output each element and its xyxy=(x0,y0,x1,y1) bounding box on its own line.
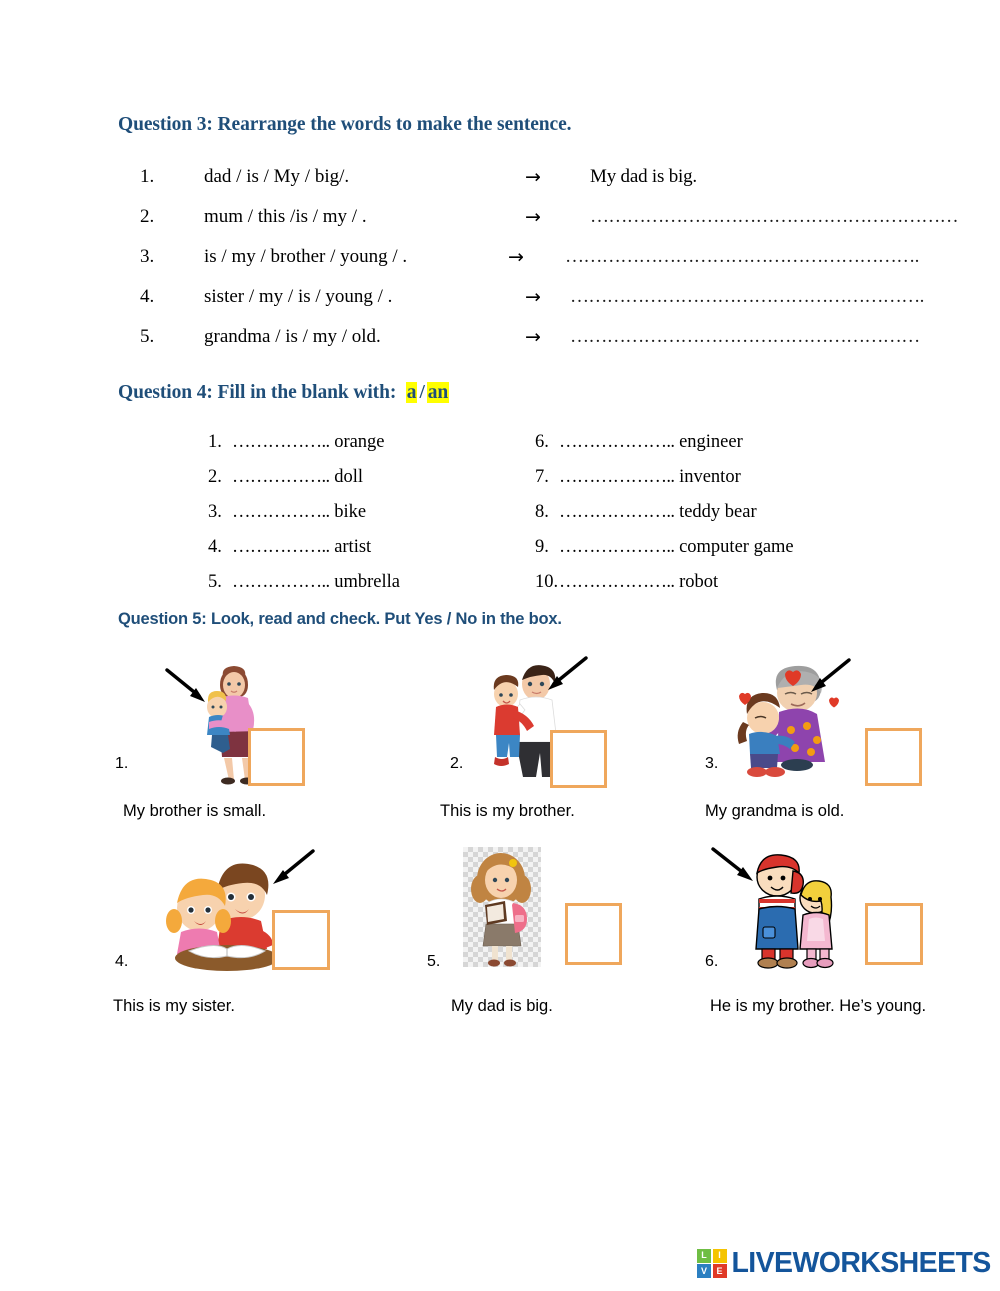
q4-item-1[interactable] xyxy=(208,432,385,453)
q3-item-number: 2. xyxy=(140,206,155,227)
q5-item-1 xyxy=(115,650,405,835)
q4-item-2[interactable] xyxy=(208,467,363,488)
q4-word: bike xyxy=(334,502,367,522)
q4-word: robot xyxy=(679,572,719,592)
q3-row-1 xyxy=(140,166,940,200)
q3-answer-line[interactable]: My dad is big. xyxy=(590,166,697,187)
q4-item-number: 1. xyxy=(208,432,222,452)
q4-blank[interactable]: …………….. xyxy=(232,502,330,522)
q3-item-number: 4. xyxy=(140,286,155,307)
q3-item-number: 1. xyxy=(140,166,155,187)
liveworksheets-logo[interactable] xyxy=(697,1247,991,1280)
q4-blank[interactable]: …………….. xyxy=(232,432,330,452)
q4-item-10[interactable] xyxy=(535,572,718,593)
q4-item-number: 7. xyxy=(535,467,549,487)
article-a-highlight: a xyxy=(406,382,417,403)
grandma-hugging-girl-picture xyxy=(725,660,850,780)
q4-item-number: 9. xyxy=(535,537,549,557)
q3-item-number: 5. xyxy=(140,326,155,347)
q4-item-number: 5. xyxy=(208,572,222,592)
q5-item-3 xyxy=(705,650,995,835)
logo-tile-e: E xyxy=(713,1264,727,1278)
q5-item-2 xyxy=(440,650,740,835)
q5-item-5 xyxy=(425,845,715,1030)
q4-blank[interactable]: ……………….. xyxy=(559,432,675,452)
q3-row-5 xyxy=(140,326,940,360)
q4-item-6[interactable] xyxy=(535,432,743,453)
q5-caption-6: He is my brother. He’s young. xyxy=(710,997,927,1015)
q3-answer-line[interactable]: …………………………………………………. xyxy=(565,246,919,267)
slash-separator: / xyxy=(419,382,425,403)
q4-blank[interactable]: …………….. xyxy=(232,537,330,557)
right-arrow-icon: → xyxy=(525,166,541,188)
q4-item-number: 10. xyxy=(535,572,559,592)
q4-word: engineer xyxy=(679,432,743,452)
q4-word: doll xyxy=(334,467,363,487)
q3-item-number: 3. xyxy=(140,246,155,267)
right-arrow-icon: → xyxy=(525,206,541,228)
q4-blank[interactable]: ……………….. xyxy=(559,502,675,522)
logo-tile-i: I xyxy=(713,1249,727,1263)
q3-answer-line[interactable]: …………………………………………………… xyxy=(590,206,959,227)
q5-item-number: 1. xyxy=(115,755,129,772)
answer-box-2[interactable] xyxy=(550,730,607,788)
q3-scrambled-words: is / my / brother / young / . xyxy=(204,246,408,267)
logo-tile-l: L xyxy=(697,1249,711,1263)
q4-blank[interactable]: ……………….. xyxy=(559,537,675,557)
q3-row-3 xyxy=(140,246,940,280)
q4-blank[interactable]: …………….. xyxy=(232,467,330,487)
q4-item-number: 3. xyxy=(208,502,222,522)
answer-box-6[interactable] xyxy=(865,903,923,965)
logo-tiles xyxy=(697,1249,727,1279)
answer-box-1[interactable] xyxy=(248,728,305,786)
q5-caption-1: My brother is small. xyxy=(123,802,267,820)
q4-item-number: 8. xyxy=(535,502,549,522)
q4-word: inventor xyxy=(679,467,741,487)
q3-row-2 xyxy=(140,206,959,240)
q4-item-4[interactable] xyxy=(208,537,371,558)
q3-answer-line[interactable]: ………………………………………………… xyxy=(570,326,920,347)
q4-item-number: 6. xyxy=(535,432,549,452)
q4-word: umbrella xyxy=(334,572,400,592)
q5-caption-5: My dad is big. xyxy=(451,997,553,1015)
q4-blank[interactable]: ……………….. xyxy=(559,572,675,592)
article-an-highlight: an xyxy=(427,382,449,403)
right-arrow-icon: → xyxy=(525,326,541,348)
q4-word: computer game xyxy=(679,537,794,557)
q5-item-number: 2. xyxy=(450,755,464,772)
q3-scrambled-words: mum / this /is / my / . xyxy=(204,206,367,227)
logo-wordmark: LIVEWORKSHEETS xyxy=(731,1247,991,1279)
q5-item-number: 6. xyxy=(705,953,719,970)
q4-word: orange xyxy=(334,432,385,452)
answer-box-3[interactable] xyxy=(865,728,922,786)
q4-blank[interactable]: …………….. xyxy=(232,572,330,592)
q3-answer-line[interactable]: …………………………………………………. xyxy=(570,286,924,307)
q3-scrambled-words: dad / is / My / big/. xyxy=(204,166,350,187)
q5-caption-4: This is my sister. xyxy=(113,997,235,1015)
q4-blank[interactable]: ……………….. xyxy=(559,467,675,487)
right-arrow-icon: → xyxy=(525,286,541,308)
logo-tile-v: V xyxy=(697,1264,711,1278)
q4-item-3[interactable] xyxy=(208,502,366,523)
question-5-heading: Question 5: Look, read and check. Put Yes / No in the box. xyxy=(118,610,562,628)
question-4-heading-text: Question 4: Fill in the blank with: xyxy=(118,382,397,403)
q4-item-5[interactable] xyxy=(208,572,400,593)
q3-scrambled-words: grandma / is / my / old. xyxy=(204,326,381,347)
boy-in-overalls-and-girl-picture xyxy=(735,851,845,971)
answer-box-4[interactable] xyxy=(272,910,330,970)
question-4-heading xyxy=(118,382,449,404)
q4-item-number: 4. xyxy=(208,537,222,557)
right-arrow-icon: → xyxy=(508,246,524,268)
q4-item-number: 2. xyxy=(208,467,222,487)
q4-item-9[interactable] xyxy=(535,537,794,558)
q5-item-number: 3. xyxy=(705,755,719,772)
q3-scrambled-words: sister / my / is / young / . xyxy=(204,286,393,307)
q4-item-8[interactable] xyxy=(535,502,757,523)
question-3-heading: Question 3: Rearrange the words to make the sentence. xyxy=(118,114,572,135)
q5-item-4 xyxy=(115,845,405,1030)
q3-row-4 xyxy=(140,286,940,320)
q4-word: teddy bear xyxy=(679,502,757,522)
q5-item-6 xyxy=(705,845,995,1030)
q5-caption-3: My grandma is old. xyxy=(705,802,845,820)
answer-box-5[interactable] xyxy=(565,903,622,965)
q4-item-7[interactable] xyxy=(535,467,741,488)
schoolgirl-with-backpack-picture xyxy=(463,847,541,967)
q5-item-number: 4. xyxy=(115,953,129,970)
q5-item-number: 5. xyxy=(427,953,441,970)
q4-word: artist xyxy=(334,537,372,557)
q5-caption-2: This is my brother. xyxy=(440,802,575,820)
